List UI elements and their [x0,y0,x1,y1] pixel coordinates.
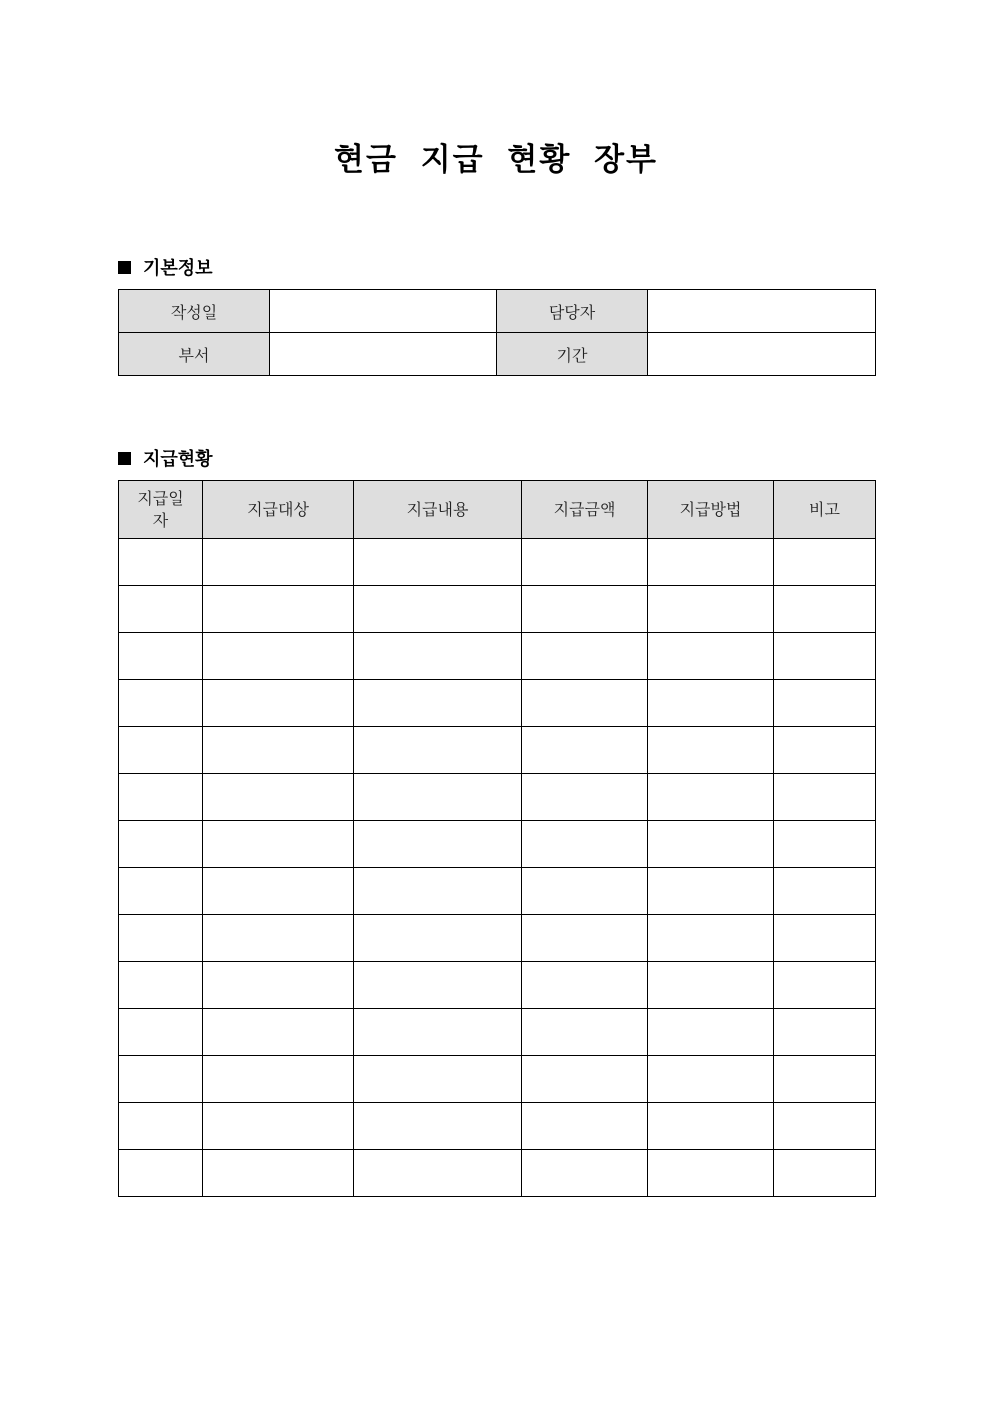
cell-amount[interactable] [522,868,648,915]
cell-date[interactable] [119,727,203,774]
table-row [119,1009,876,1056]
cell-recipient[interactable] [203,633,354,680]
cell-method[interactable] [648,680,774,727]
label-period: 기간 [497,333,648,376]
cell-amount[interactable] [522,586,648,633]
cell-amount[interactable] [522,680,648,727]
table-row [119,915,876,962]
table-row [119,821,876,868]
cell-description[interactable] [354,539,522,586]
payments-table-body [119,539,876,1197]
cell-amount[interactable] [522,1150,648,1197]
cell-method[interactable] [648,915,774,962]
cell-description[interactable] [354,962,522,1009]
cell-description[interactable] [354,633,522,680]
cell-method[interactable] [648,1150,774,1197]
cell-date[interactable] [119,1150,203,1197]
cell-amount[interactable] [522,821,648,868]
cell-method[interactable] [648,633,774,680]
cell-description[interactable] [354,1150,522,1197]
cell-remarks[interactable] [774,1150,876,1197]
cell-description[interactable] [354,586,522,633]
cell-method[interactable] [648,1056,774,1103]
col-header-description: 지급내용 [354,481,522,539]
table-row [119,586,876,633]
cell-remarks[interactable] [774,774,876,821]
cell-description[interactable] [354,1103,522,1150]
cell-remarks[interactable] [774,1009,876,1056]
cell-remarks[interactable] [774,962,876,1009]
label-department: 부서 [119,333,270,376]
table-row [119,1150,876,1197]
square-bullet-icon [118,452,131,465]
cell-method[interactable] [648,962,774,1009]
cell-amount[interactable] [522,962,648,1009]
cell-method[interactable] [648,539,774,586]
col-header-recipient: 지급대상 [203,481,354,539]
basic-info-heading [118,254,213,280]
table-row [119,680,876,727]
cell-description[interactable] [354,915,522,962]
cell-recipient[interactable] [203,1150,354,1197]
cell-date[interactable] [119,1009,203,1056]
cell-description[interactable] [354,774,522,821]
label-created-date: 작성일 [119,290,270,333]
cell-recipient[interactable] [203,1009,354,1056]
table-row [119,868,876,915]
cell-date[interactable] [119,1103,203,1150]
cell-description[interactable] [354,1009,522,1056]
table-row [119,1056,876,1103]
label-manager: 담당자 [497,290,648,333]
cell-recipient[interactable] [203,821,354,868]
cell-method[interactable] [648,868,774,915]
cell-remarks[interactable] [774,633,876,680]
cell-recipient[interactable] [203,1103,354,1150]
cell-amount[interactable] [522,1056,648,1103]
cell-recipient[interactable] [203,539,354,586]
cell-recipient[interactable] [203,727,354,774]
cell-description[interactable] [354,680,522,727]
cell-remarks[interactable] [774,539,876,586]
cell-remarks[interactable] [774,1056,876,1103]
cell-amount[interactable] [522,1103,648,1150]
table-row [119,290,876,333]
cell-remarks[interactable] [774,821,876,868]
cell-date[interactable] [119,633,203,680]
cell-amount[interactable] [522,774,648,821]
table-row [119,1103,876,1150]
cell-recipient[interactable] [203,586,354,633]
cell-method[interactable] [648,727,774,774]
cell-remarks[interactable] [774,727,876,774]
cell-method[interactable] [648,1009,774,1056]
cell-method[interactable] [648,774,774,821]
cell-date[interactable] [119,680,203,727]
cell-description[interactable] [354,821,522,868]
cell-method[interactable] [648,1103,774,1150]
cell-date[interactable] [119,586,203,633]
col-header-amount: 지급금액 [522,481,648,539]
cell-amount[interactable] [522,633,648,680]
cell-method[interactable] [648,821,774,868]
payments-table [118,480,876,1197]
cell-remarks[interactable] [774,1103,876,1150]
table-header-row [119,481,876,539]
field-department[interactable] [270,333,497,376]
cell-description[interactable] [354,1056,522,1103]
table-row [119,633,876,680]
cell-recipient[interactable] [203,868,354,915]
cell-recipient[interactable] [203,774,354,821]
table-row [119,774,876,821]
field-created-date[interactable] [270,290,497,333]
col-header-remarks: 비고 [774,481,876,539]
cell-amount[interactable] [522,727,648,774]
cell-date[interactable] [119,1056,203,1103]
cell-remarks[interactable] [774,868,876,915]
basic-info-table [118,289,876,376]
cell-recipient[interactable] [203,680,354,727]
cell-recipient[interactable] [203,915,354,962]
cell-recipient[interactable] [203,1056,354,1103]
cell-amount[interactable] [522,539,648,586]
cell-remarks[interactable] [774,915,876,962]
cell-remarks[interactable] [774,680,876,727]
cell-date[interactable] [119,915,203,962]
table-row [119,727,876,774]
square-bullet-icon [118,261,131,274]
cell-amount[interactable] [522,915,648,962]
col-header-date: 지급일자 [119,481,203,539]
cell-method[interactable] [648,586,774,633]
document-title: 현금 지급 현황 장부 [334,142,658,178]
cell-date[interactable] [119,821,203,868]
table-row [119,962,876,1009]
basic-info-heading-text: 기본정보 [143,258,213,279]
cell-date[interactable] [119,962,203,1009]
cell-date[interactable] [119,774,203,821]
cell-date[interactable] [119,868,203,915]
cell-amount[interactable] [522,1009,648,1056]
cell-recipient[interactable] [203,962,354,1009]
cell-remarks[interactable] [774,586,876,633]
payments-heading [118,445,213,471]
col-header-method: 지급방법 [648,481,774,539]
cell-date[interactable] [119,539,203,586]
payments-heading-text: 지급현황 [143,449,213,470]
cell-description[interactable] [354,868,522,915]
table-row [119,539,876,586]
field-manager[interactable] [648,290,876,333]
cell-description[interactable] [354,727,522,774]
table-row [119,333,876,376]
field-period[interactable] [648,333,876,376]
